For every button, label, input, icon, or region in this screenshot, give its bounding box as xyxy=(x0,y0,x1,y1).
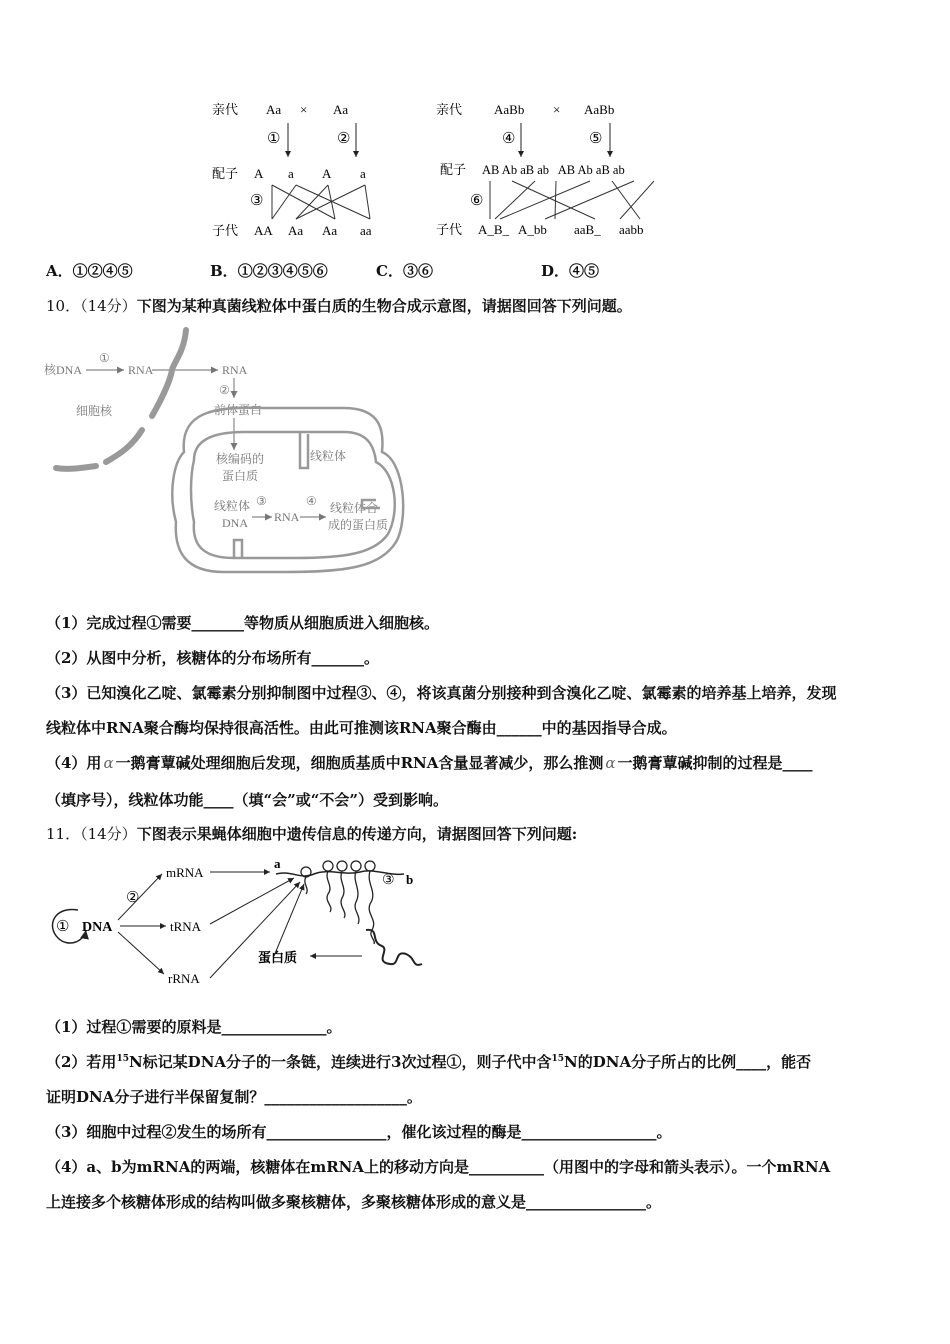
diagram-step-2: ② xyxy=(219,383,230,397)
mrna-end-a: a xyxy=(274,856,281,871)
right-parent-2: AaBb xyxy=(584,102,615,117)
left-parent-2: Aa xyxy=(333,102,349,117)
option-c-text: ③⑥ xyxy=(402,262,433,280)
right-offspring-3: aaB_ xyxy=(574,222,601,237)
right-offspring-2: A_bb xyxy=(518,222,547,237)
left-cross: × xyxy=(300,102,308,117)
isotope-superscript-2: 15 xyxy=(551,1054,565,1064)
step-3-label: ③ xyxy=(250,193,264,209)
option-b-letter: B． xyxy=(210,262,238,280)
nucleus-label: 细胞核 xyxy=(76,404,113,418)
left-gamete-3: A xyxy=(322,166,332,181)
q10-part-1: （1）完成过程①需要_______等物质从细胞质进入细胞核。 xyxy=(46,614,439,632)
nuclear-protein-label-2: 蛋白质 xyxy=(222,469,259,483)
option-d[interactable] xyxy=(541,260,599,281)
step-2-label: ② xyxy=(337,131,351,147)
nuclear-dna-label: 核DNA xyxy=(44,363,82,377)
left-gamete-label: 配子 xyxy=(212,166,239,181)
left-gamete-2: a xyxy=(288,166,294,181)
q11-part-2-text-c: N的DNA分子所占的比例____，能否 xyxy=(564,1053,812,1071)
q10-part-3-line-2: 线粒体中RNA聚合酶均保持很高活性。由此可推测该RNA聚合酶由______中的基因指导合成。 xyxy=(46,719,677,737)
crista-2 xyxy=(234,540,242,558)
q11-stem: 下图表示果蝇体细胞中遗传信息的传递方向，请据图回答下列问题: xyxy=(136,825,578,843)
q10-part-4-text-a: （4）用 xyxy=(46,754,102,772)
q11-part-4-line-1: （4）a、b为mRNA的两端，核糖体在mRNA上的移动方向是__________（用图中的字母和箭头表示）。一个mRNA xyxy=(46,1158,831,1176)
alpha-symbol-2: α xyxy=(605,754,616,772)
nuclear-protein-label-1: 核编码的 xyxy=(216,452,265,466)
q10-part-2: （2）从图中分析，核糖体的分布场所有_______。 xyxy=(46,649,379,667)
released-protein xyxy=(366,930,422,965)
diagram-step-1: ① xyxy=(99,351,110,365)
rna-label-1: RNA xyxy=(128,363,154,377)
option-a-letter: A． xyxy=(46,262,73,280)
dna-label: DNA xyxy=(82,920,113,935)
nuclear-envelope-bottom xyxy=(106,430,142,462)
right-cross: × xyxy=(553,102,561,117)
step-5-label: ⑤ xyxy=(589,131,603,147)
mito-protein-label-2: 成的蛋白质 xyxy=(328,518,389,532)
q11-heading xyxy=(46,823,577,844)
step-4-label: ④ xyxy=(502,131,516,147)
left-gamete-4: a xyxy=(360,166,366,181)
q11-score: （14分） xyxy=(80,825,137,843)
protein-label: 蛋白质 xyxy=(258,950,298,965)
nuclear-envelope-tail xyxy=(56,466,96,469)
crista-1 xyxy=(300,432,308,468)
q11-part-2-text-a: （2）若用 xyxy=(46,1053,117,1071)
right-offspring-1: A_B_ xyxy=(478,222,510,237)
left-offspring-1: AA xyxy=(254,223,273,238)
diagram-step-3: ③ xyxy=(256,494,267,508)
mito-dna-label-1: 线粒体 xyxy=(214,499,251,513)
option-c-letter: C． xyxy=(376,262,403,280)
q11-part-2-line-1 xyxy=(46,1051,811,1072)
mitochondrion-label: 线粒体 xyxy=(310,449,347,463)
rrna-label: rRNA xyxy=(168,971,200,986)
gene-expression-diagram xyxy=(44,850,434,992)
right-gamete-label: 配子 xyxy=(440,162,467,177)
q10-heading xyxy=(46,295,632,316)
rna-label-2: RNA xyxy=(222,363,248,377)
left-gamete-1: A xyxy=(254,166,264,181)
option-b[interactable] xyxy=(210,260,328,281)
isotope-superscript-1: 15 xyxy=(116,1054,129,1064)
right-offspring-4: aabb xyxy=(619,222,644,237)
option-c[interactable] xyxy=(376,260,433,281)
q10-part-4-line-1 xyxy=(46,752,813,773)
option-b-text: ①②③④⑤⑥ xyxy=(237,262,328,280)
step-6-label: ⑥ xyxy=(470,193,484,209)
right-offspring-label: 子代 xyxy=(436,222,463,237)
q10-score: （14分） xyxy=(80,297,137,315)
q10-part-4-text-c: 一鹅膏蕈碱抑制的过程是____ xyxy=(617,754,813,772)
q11-part-3: （3）细胞中过程②发生的场所有________________，催化该过程的酶是__________________。 xyxy=(46,1123,672,1141)
left-parent-1: Aa xyxy=(266,102,282,117)
right-parent-label: 亲代 xyxy=(436,102,463,117)
right-parent-1: AaBb xyxy=(494,102,525,117)
q10-number: 10． xyxy=(46,297,81,315)
rna-label-3: RNA xyxy=(274,510,300,524)
genetics-cross-diagrams xyxy=(200,95,680,245)
q10-part-3-line-1: （3）已知溴化乙啶、氯霉素分别抑制图中过程③、④，将该真菌分别接种到含溴化乙啶、氯霉素的培养基上培养，发现 xyxy=(46,684,837,702)
left-parent-label: 亲代 xyxy=(212,102,239,117)
mito-dna-label-2: DNA xyxy=(222,516,248,530)
right-gametes: AB Ab aB ab AB Ab aB ab xyxy=(482,163,625,177)
trna-label: tRNA xyxy=(170,919,202,934)
mitochondrion-inner xyxy=(191,432,395,558)
option-d-letter: D． xyxy=(541,262,570,280)
mrna-end-b: b xyxy=(406,872,414,887)
option-a-text: ①②④⑤ xyxy=(72,262,133,280)
left-offspring-2: Aa xyxy=(288,223,304,238)
left-cross-lines xyxy=(272,185,370,219)
alpha-symbol-1: α xyxy=(103,754,114,772)
left-offspring-label: 子代 xyxy=(212,223,239,238)
q11-number: 11． xyxy=(46,825,81,843)
diagram-11-step-1: ① xyxy=(56,919,70,935)
q10-stem: 下图为某种真菌线粒体中蛋白质的生物合成示意图，请据图回答下列问题。 xyxy=(136,297,632,315)
q11-part-4-line-2: 上连接多个核糖体形成的结构叫做多聚核糖体，多聚核糖体形成的意义是________________。 xyxy=(46,1193,662,1211)
option-d-text: ④⑤ xyxy=(569,262,600,280)
option-a[interactable] xyxy=(46,260,133,281)
precursor-protein-label: 前体蛋白 xyxy=(214,403,263,417)
q11-part-2-line-2: 证明DNA分子进行半保留复制？___________________。 xyxy=(46,1088,422,1106)
left-offspring-4: aa xyxy=(360,223,372,238)
q11-part-2-text-b: N标记某DNA分子的一条链，连续进行3次过程①，则子代中含 xyxy=(128,1053,552,1071)
q10-part-4-text-b: 一鹅膏蕈碱处理细胞后发现，细胞质基质中RNA含量显著减少，那么推测 xyxy=(115,754,604,772)
right-cross-lines xyxy=(490,181,654,219)
diagram-step-4: ④ xyxy=(306,494,317,508)
left-offspring-3: Aa xyxy=(322,223,338,238)
mrna-label: mRNA xyxy=(166,865,204,880)
diagram-11-step-3: ③ xyxy=(382,873,395,888)
mitochondria-diagram xyxy=(44,322,424,584)
diagram-11-step-2: ② xyxy=(126,890,140,906)
q10-part-4-line-2: （填序号），线粒体功能____（填“会”或“不会”）受到影响。 xyxy=(46,791,449,809)
q11-part-1: （1）过程①需要的原料是______________。 xyxy=(46,1018,342,1036)
nuclear-envelope-top xyxy=(152,330,186,416)
step-1-label: ① xyxy=(267,131,281,147)
polypeptide-chains xyxy=(305,871,374,944)
mito-protein-label-1: 线粒体合 xyxy=(330,501,379,515)
